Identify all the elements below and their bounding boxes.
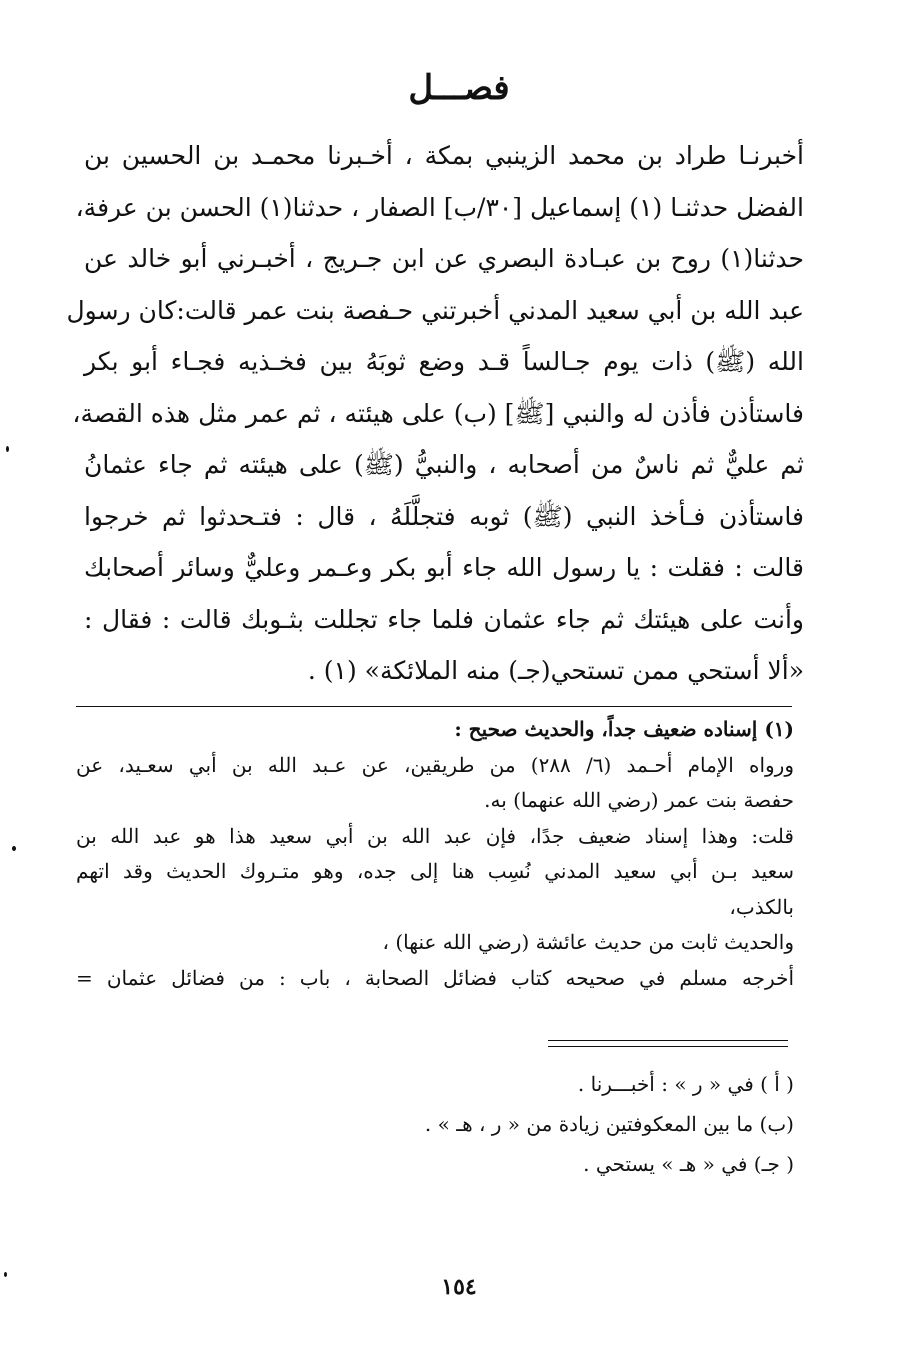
footnote-line: قلت: وهذا إسناد ضعيف جدًا، فإن عبد الله بن أبي سعيد هذا هو عبد الله بن [76, 823, 794, 848]
variants-separator-bottom [548, 1046, 788, 1047]
main-text-line: أخبرنـا طراد بن محمد الزينبي بمكة ، أخـبرنا محمـد بن الحسين بن [84, 141, 804, 170]
variant-note: (ب) ما بين المعكوفتين زيادة من « ر ، هـ » . [424, 1112, 794, 1136]
footnote-line: سعيد بـن أبي سعيد المدني نُسِب هنا إلى جده، وهو متـروك الحديث وقد اتهم [76, 859, 794, 883]
footnote-line: والحديث ثابت من حديث عائشة (رضي الله عنها) ، [382, 930, 794, 954]
main-text-line: الله (ﷺ) ذات يوم جـالساً قـد وضع ثوبَهُ بين فخـذيه فجـاء أبو بكر [84, 347, 804, 376]
main-text-line: ثم عليٌّ ثم ناسٌ من أصحابه ، والنبيُّ (ﷺ) على هيئته ثم جاء عثمانُ [84, 450, 804, 479]
variants-block [300, 1064, 794, 1184]
main-text-line: الفضل حدثنـا (١) إسماعيل [٣٠/ب] الصفار ، حدثنا(١) الحسن بن عرفة، [75, 192, 804, 222]
scan-speck [6, 446, 9, 452]
footnote-line: أخرجه مسلم في صحيحه كتاب فضائل الصحابة ، باب : من فضائل عثمان = [76, 965, 794, 990]
footnote-line: ورواه الإمام أحـمد (٦/ ٢٨٨) من طريقين، عن عـبد الله بن أبي سعـيد، عن [76, 752, 794, 777]
variant-note: ( جـ) في « هـ » يستحي . [583, 1152, 794, 1176]
footnote-separator [76, 706, 792, 707]
section-title: فصـــل [408, 68, 510, 108]
main-text-line: قالت : فقلت : يا رسول الله جاء أبو بكر وعـمر وعليٌّ وسائر أصحابك [84, 553, 804, 582]
main-text-line: وأنت على هيئتك ثم جاء عثمان فلما جاء تجللت بثـوبك قالت : فقال : [84, 604, 804, 634]
main-text-line: عبد الله بن أبي سعيد المدني أخبرتني حـفصة بنت عمر قالت:كان رسول [66, 295, 804, 325]
main-text-line: فاستأذن فأذن له والنبي [ﷺ] (ب) على هيئته ، ثم عمر مثل هذه القصة، [72, 398, 804, 428]
scan-speck [12, 846, 16, 851]
scan-speck [4, 1272, 7, 1277]
footnote-line: بالكذب، [729, 894, 794, 919]
footnote-heading: (١) إسناده ضعيف جداً، والحديث صحيح : [454, 717, 794, 741]
main-text-line: حدثنا(١) روح بن عبـادة البصري عن ابن جـريج ، أخبـرني أبو خالد عن [84, 244, 804, 273]
variants-separator-top [548, 1040, 788, 1041]
variant-note: ( أ ) في « ر » : أخبـــرنا . [577, 1072, 794, 1096]
main-text [66, 130, 804, 697]
main-text-line: «ألا أستحي ممن تستحي(جـ) منه الملائكة» (١) . [307, 656, 804, 685]
footnote-block [76, 712, 794, 996]
footnote-line: حفصة بنت عمر (رضي الله عنهما) به. [484, 788, 794, 812]
main-text-line: فاستأذن فـأخذ النبي (ﷺ) ثوبه فتجلَّلَهُ ، قال : فتـحدثوا ثم خرجوا [84, 501, 804, 531]
page-number: ١٥٤ [441, 1274, 477, 1300]
